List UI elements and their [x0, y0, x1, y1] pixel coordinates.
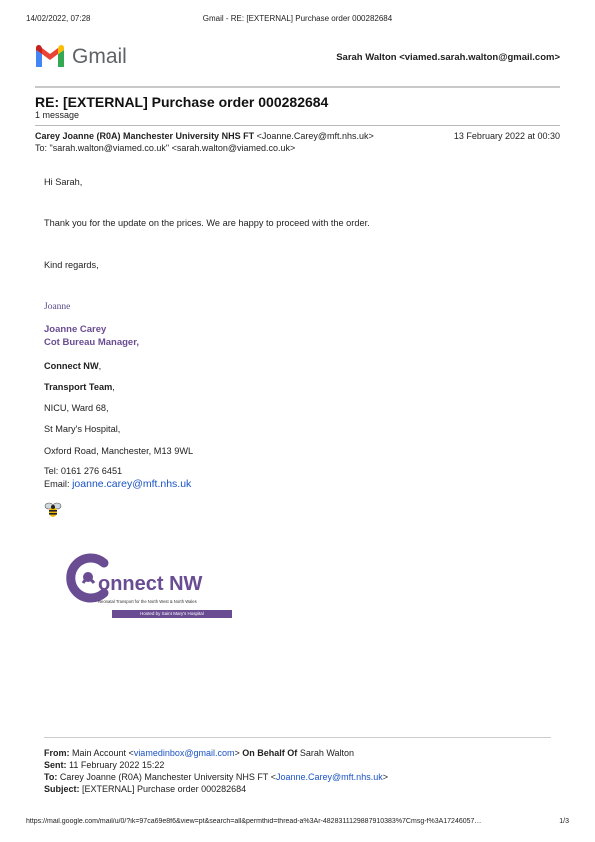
team-name: Transport Team [44, 382, 113, 392]
header-divider [35, 86, 560, 88]
signature-script: Joanne [44, 302, 71, 312]
message-recipient: To: "sarah.walton@viamed.co.uk" <sarah.walton@viamed.co.uk> [35, 143, 296, 153]
signature-team [44, 382, 115, 392]
sent-label: Sent: [44, 760, 67, 770]
connect-nw-logo [64, 553, 234, 621]
to-close: > [382, 772, 388, 782]
message-sender [35, 131, 374, 141]
print-url: https://mail.google.com/mail/u/0/?ik=97ca69e8f6&view=pt&search=all&permthid=thread-a%3Ar-4828311129887910383%7Cmsg-f%3A17246057… [26, 818, 482, 825]
sender-name: Carey Joanne (R0A) Manchester University NHS FT [35, 131, 255, 141]
from-label: From: [44, 748, 70, 758]
from-close: > [234, 748, 240, 758]
address-line: St Mary's Hospital, [44, 424, 121, 434]
forward-sent [44, 760, 164, 770]
gmail-m-icon [34, 44, 66, 70]
bee-icon [44, 502, 62, 523]
signature-email-link[interactable]: joanne.carey@mft.nhs.uk [72, 478, 192, 490]
signature-role: Cot Bureau Manager, [44, 337, 140, 348]
closing: Kind regards, [44, 260, 99, 270]
forward-from [44, 748, 354, 758]
forward-to [44, 772, 388, 782]
to-email-link[interactable]: Joanne.Carey@mft.nhs.uk [276, 772, 383, 782]
forward-divider [44, 737, 551, 738]
gmail-wordmark: Gmail [72, 45, 127, 68]
thread-divider [35, 125, 560, 126]
org-name: Connect NW [44, 361, 99, 371]
from-email-link[interactable]: viamedinbox@gmail.com [133, 748, 235, 758]
address-line: NICU, Ward 68, [44, 403, 109, 413]
greeting: Hi Sarah, [44, 177, 83, 187]
connect-logo-text: onnect NW [98, 573, 203, 595]
sender-email: <Joanne.Carey@mft.nhs.uk> [256, 131, 374, 141]
from-name: Main Account < [72, 748, 134, 758]
connect-logo-subband: Hosted by Saint Mary's Hospital [112, 610, 232, 618]
signature-org [44, 361, 101, 371]
print-datetime: 14/02/2022, 07:28 [26, 14, 91, 23]
behalf-label: On Behalf Of [242, 748, 298, 758]
gmail-logo[interactable] [34, 44, 134, 70]
email-label: Email: [44, 479, 73, 489]
thread-subject: RE: [EXTERNAL] Purchase order 000282684 [35, 94, 329, 110]
sent-value: 11 February 2022 15:22 [69, 760, 165, 770]
signature-name: Joanne Carey [44, 324, 107, 335]
to-label: To: [44, 772, 58, 782]
team-suffix: , [112, 382, 115, 392]
org-suffix: , [98, 361, 102, 371]
message-count: 1 message [35, 110, 80, 120]
message-date: 13 February 2022 at 00:30 [453, 131, 560, 141]
telephone: Tel: 0161 276 6451 [44, 466, 123, 476]
email-line [44, 478, 191, 490]
address-line: Oxford Road, Manchester, M13 9WL [44, 446, 194, 456]
to-name: Carey Joanne (R0A) Manchester University NHS FT < [59, 772, 277, 782]
subject-value: [EXTERNAL] Purchase order 000282684 [82, 784, 247, 794]
forward-subject [44, 784, 246, 794]
account-label: Sarah Walton <viamed.sarah.walton@gmail.com> [336, 52, 560, 63]
subject-label: Subject: [44, 784, 80, 794]
behalf-name: Sarah Walton [299, 748, 355, 758]
print-page-number: 1/3 [559, 818, 569, 825]
connect-logo-tagline: Neonatal Transport for the North West & North Wales [98, 599, 197, 604]
print-page-title: Gmail - RE: [EXTERNAL] Purchase order 000282684 [202, 14, 393, 23]
body-text: Thank you for the update on the prices. We are happy to proceed with the order. [44, 218, 370, 228]
